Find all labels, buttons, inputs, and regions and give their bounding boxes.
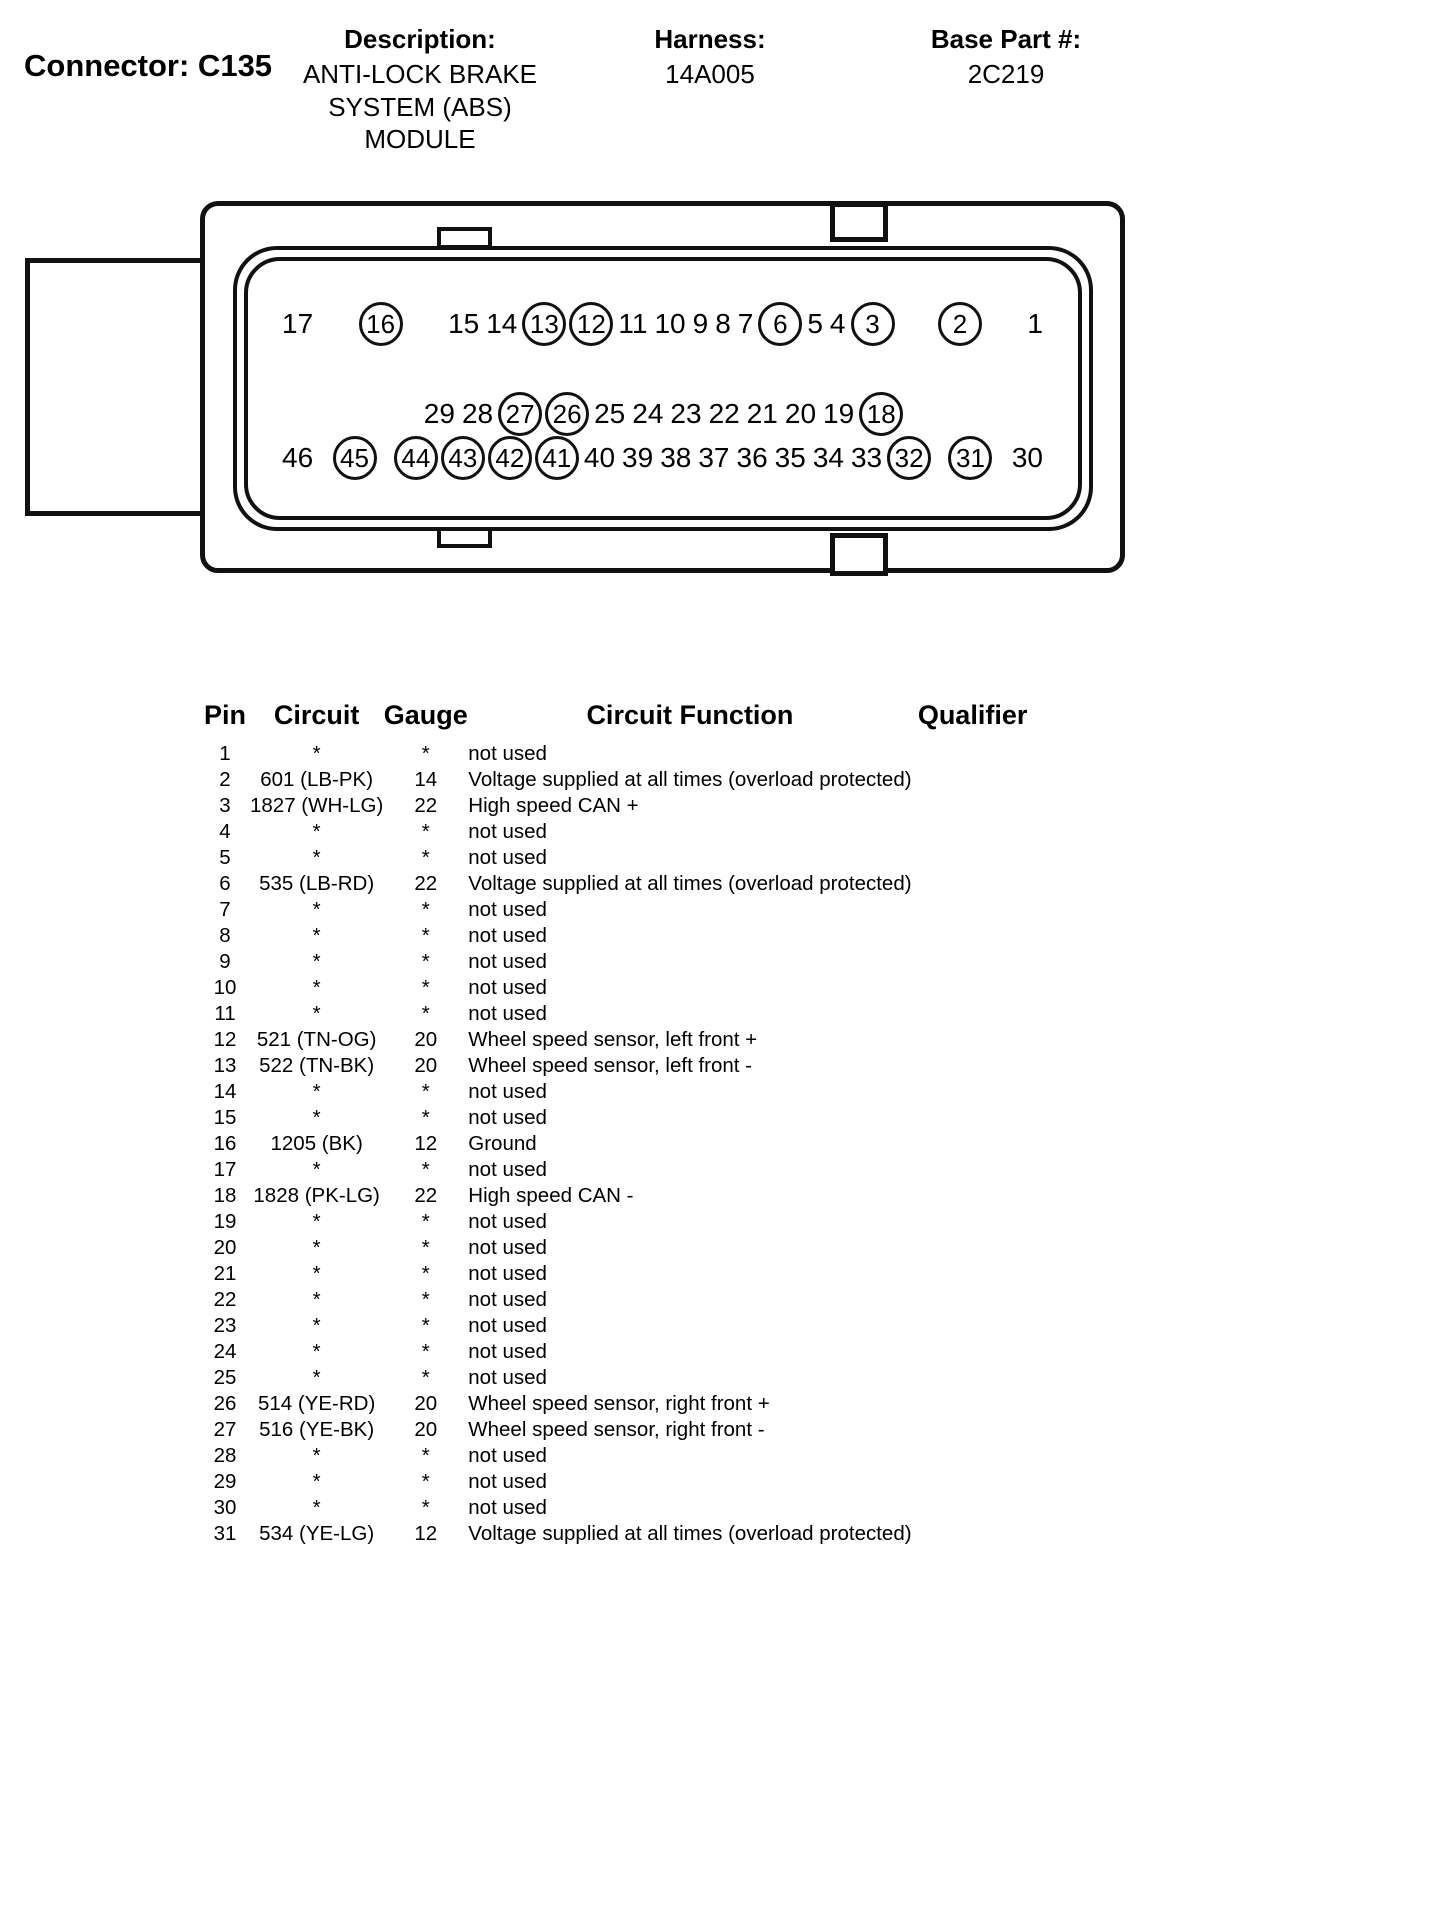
cell-function: Ground [468, 1132, 537, 1155]
cell-circuit: 1205 (BK) [270, 1132, 363, 1155]
cell-gauge: * [421, 1236, 430, 1259]
cell-qualifier [912, 1105, 1034, 1131]
pin-28: 28 [461, 398, 494, 429]
cell-gauge: * [421, 1496, 430, 1519]
cell-pin: 11 [214, 1002, 236, 1025]
cell-gauge: 14 [414, 768, 438, 791]
table-row [200, 1287, 1034, 1313]
cell-gauge: * [421, 1288, 430, 1311]
cell-function: not used [468, 1496, 547, 1519]
col-header-circuit: Circuit [273, 700, 360, 730]
cell-gauge: * [421, 1470, 430, 1493]
cell-circuit: * [312, 846, 321, 869]
table-header-row [200, 700, 1034, 741]
cell-qualifier [912, 1339, 1034, 1365]
cell-qualifier [912, 1209, 1034, 1235]
pin-25: 25 [594, 398, 626, 429]
cell-function: not used [468, 1236, 547, 1259]
cell-circuit: * [312, 924, 321, 947]
cell-circuit: * [312, 1158, 321, 1181]
cell-function: Wheel speed sensor, left front + [468, 1028, 758, 1051]
pin-24: 24 [632, 398, 664, 429]
cell-gauge: 20 [414, 1418, 438, 1441]
cell-function: High speed CAN + [468, 794, 639, 817]
cell-circuit: * [312, 1210, 321, 1233]
pin-4: 4 [829, 308, 846, 339]
pin-11: 11 [618, 308, 648, 339]
cell-function: Voltage supplied at all times (overload protected) [468, 872, 912, 895]
cell-circuit: 521 (TN-OG) [256, 1028, 377, 1051]
pin-group [1010, 444, 1045, 472]
description-value: ANTI-LOCK BRAKE SYSTEM (ABS) MODULE [302, 59, 538, 154]
pin-23: 23 [670, 398, 702, 429]
cell-circuit: * [312, 950, 321, 973]
pin-1: 1 [1027, 308, 1043, 339]
cell-function: Wheel speed sensor, right front - [468, 1418, 765, 1441]
pin-14: 14 [486, 308, 518, 339]
table-row [200, 1001, 1034, 1027]
cell-circuit: * [312, 1340, 321, 1363]
pin-46: 46 [282, 442, 314, 473]
cell-function: not used [468, 1158, 547, 1181]
cell-function: not used [468, 1080, 547, 1103]
cell-qualifier [912, 1157, 1034, 1183]
cell-qualifier [912, 1131, 1034, 1157]
table-row [200, 1261, 1034, 1287]
cell-pin: 12 [213, 1028, 237, 1051]
header [0, 0, 1456, 154]
pin-20: 20 [784, 398, 817, 429]
cell-qualifier [912, 1053, 1034, 1079]
cell-circuit: 535 (LB-RD) [259, 872, 375, 895]
cell-function: Voltage supplied at all times (overload protected) [468, 768, 912, 791]
cell-gauge: 20 [414, 1054, 438, 1077]
cell-gauge: 12 [414, 1132, 438, 1155]
pin-row-bottom [250, 434, 1075, 482]
pin-39: 39 [622, 442, 654, 473]
cell-gauge: * [421, 976, 430, 999]
pin-17: 17 [282, 308, 314, 339]
cell-circuit: * [312, 1002, 321, 1025]
table-row [200, 1053, 1034, 1079]
table-row [200, 1339, 1034, 1365]
pin-21: 21 [746, 398, 778, 429]
cell-pin: 20 [213, 1236, 237, 1259]
pin-group [280, 444, 315, 472]
cell-circuit: 1828 (PK-LG) [253, 1184, 380, 1207]
cell-pin: 19 [213, 1210, 237, 1233]
pin-33: 33 [850, 442, 883, 473]
pin-7: 7 [737, 308, 754, 339]
cell-function: not used [468, 1210, 547, 1233]
pin-35: 35 [774, 442, 806, 473]
pin-43: 43 [441, 436, 485, 480]
pinout-table-body [200, 741, 1034, 1547]
base-part-label: Base Part #: [930, 24, 1082, 54]
connector-bottom-mount-tab [830, 533, 888, 576]
pin-36: 36 [736, 442, 768, 473]
cell-gauge: 22 [414, 872, 438, 895]
pin-8: 8 [715, 308, 731, 339]
pin-13: 13 [522, 302, 566, 346]
cell-function: not used [468, 924, 547, 947]
cell-pin: 6 [219, 872, 231, 895]
cell-qualifier [912, 845, 1034, 871]
pin-10: 10 [654, 308, 686, 339]
pin-2: 2 [938, 302, 982, 346]
cell-qualifier [912, 1235, 1034, 1261]
table-row [200, 767, 1034, 793]
cell-circuit: 516 (YE-BK) [259, 1418, 375, 1441]
cell-function: not used [468, 976, 547, 999]
cell-pin: 14 [213, 1080, 237, 1103]
pin-row-middle [250, 390, 1075, 438]
table-row [200, 1079, 1034, 1105]
cell-gauge: * [421, 846, 430, 869]
cell-pin: 10 [213, 976, 237, 999]
pin-12: 12 [569, 302, 613, 346]
table-row [200, 1131, 1034, 1157]
cell-qualifier [912, 1079, 1034, 1105]
pin-32: 32 [887, 436, 931, 480]
cell-pin: 17 [213, 1158, 237, 1181]
pin-29: 29 [423, 398, 455, 429]
cell-circuit: * [312, 1314, 321, 1337]
pin-31: 31 [948, 436, 992, 480]
table-row [200, 1183, 1034, 1209]
pin-5: 5 [807, 308, 823, 339]
pinout-table-header [200, 700, 1034, 741]
cell-gauge: * [421, 1444, 430, 1467]
cell-gauge: * [421, 898, 430, 921]
pin-16: 16 [359, 302, 403, 346]
cell-circuit: 514 (YE-RD) [257, 1392, 376, 1415]
cell-gauge: * [421, 1262, 430, 1285]
cell-qualifier [912, 793, 1034, 819]
harness-block [610, 24, 810, 91]
cell-gauge: * [421, 742, 430, 765]
base-part-block [896, 24, 1116, 91]
table-row [200, 1235, 1034, 1261]
table-row [200, 1391, 1034, 1417]
cell-circuit: * [312, 1444, 321, 1467]
cell-pin: 22 [213, 1288, 237, 1311]
cell-circuit: * [312, 1262, 321, 1285]
pin-22: 22 [708, 398, 740, 429]
pin-40: 40 [583, 442, 616, 473]
table-row [200, 1521, 1034, 1547]
cell-pin: 13 [213, 1054, 237, 1077]
connector-left-tab [25, 258, 205, 516]
cell-qualifier [912, 923, 1034, 949]
cell-qualifier [912, 1391, 1034, 1417]
table-row [200, 897, 1034, 923]
cell-function: not used [468, 820, 547, 843]
cell-circuit: 522 (TN-BK) [259, 1054, 375, 1077]
cell-pin: 2 [219, 768, 231, 791]
cell-function: not used [468, 1106, 547, 1129]
cell-qualifier [912, 819, 1034, 845]
table-row [200, 741, 1034, 767]
pin-18: 18 [859, 392, 903, 436]
pin-19: 19 [823, 398, 855, 429]
pin-9: 9 [692, 308, 709, 339]
pin-37: 37 [698, 442, 730, 473]
cell-gauge: * [421, 1366, 430, 1389]
col-header-gauge: Gauge [383, 700, 468, 730]
table-row [200, 793, 1034, 819]
col-header-function: Circuit Function [586, 700, 794, 730]
cell-function: not used [468, 950, 547, 973]
pinout-table [200, 700, 1034, 1547]
cell-qualifier [912, 1495, 1034, 1521]
cell-function: Wheel speed sensor, right front + [468, 1392, 770, 1415]
cell-pin: 9 [219, 950, 231, 973]
cell-qualifier [912, 1521, 1034, 1547]
cell-pin: 23 [213, 1314, 237, 1337]
pin-6: 6 [758, 302, 802, 346]
cell-pin: 24 [213, 1340, 237, 1363]
cell-function: not used [468, 1288, 547, 1311]
cell-qualifier [912, 1443, 1034, 1469]
pin-45: 45 [333, 436, 377, 480]
cell-circuit: * [312, 1470, 321, 1493]
connector-diagram [0, 196, 1456, 596]
table-row [200, 975, 1034, 1001]
table-row [200, 1105, 1034, 1131]
cell-qualifier [912, 1417, 1034, 1443]
cell-gauge: * [421, 1158, 430, 1181]
cell-function: Wheel speed sensor, left front - [468, 1054, 753, 1077]
table-row [200, 1027, 1034, 1053]
table-row [200, 949, 1034, 975]
pin-42: 42 [488, 436, 532, 480]
table-row [200, 1495, 1034, 1521]
cell-function: Voltage supplied at all times (overload protected) [468, 1522, 912, 1545]
table-row [200, 871, 1034, 897]
pin-15: 15 [448, 308, 480, 339]
cell-gauge: * [421, 1340, 430, 1363]
pin-3: 3 [851, 302, 895, 346]
cell-qualifier [912, 949, 1034, 975]
table-row [200, 1469, 1034, 1495]
pin-group [333, 436, 377, 480]
cell-pin: 18 [213, 1184, 237, 1207]
cell-pin: 30 [213, 1496, 237, 1519]
cell-pin: 26 [213, 1392, 237, 1415]
pin-group [280, 310, 315, 338]
cell-gauge: * [421, 1210, 430, 1233]
cell-circuit: 1827 (WH-LG) [250, 794, 384, 817]
pin-group [422, 392, 903, 436]
cell-qualifier [912, 1027, 1034, 1053]
cell-pin: 31 [213, 1522, 237, 1545]
pin-group [446, 302, 894, 346]
cell-pin: 16 [213, 1132, 237, 1155]
cell-pin: 4 [219, 820, 231, 843]
description-label: Description: [344, 24, 496, 54]
cell-function: not used [468, 1314, 547, 1337]
col-header-qualifier: Qualifier [917, 700, 1028, 730]
cell-function: not used [468, 1340, 547, 1363]
cell-function: not used [468, 898, 547, 921]
cell-circuit: * [312, 898, 321, 921]
cell-function: not used [468, 1002, 547, 1025]
cell-circuit: * [312, 820, 321, 843]
cell-circuit: 601 (LB-PK) [260, 768, 374, 791]
pin-group [359, 302, 403, 346]
cell-circuit: * [312, 1080, 321, 1103]
cell-pin: 29 [213, 1470, 237, 1493]
pin-row-top [250, 300, 1075, 348]
cell-circuit: * [312, 1236, 321, 1259]
cell-pin: 8 [219, 924, 231, 947]
cell-qualifier [912, 1183, 1034, 1209]
cell-qualifier [912, 1313, 1034, 1339]
cell-function: not used [468, 742, 547, 765]
pin-30: 30 [1011, 442, 1043, 473]
cell-function: not used [468, 1366, 547, 1389]
cell-pin: 25 [213, 1366, 237, 1389]
cell-gauge: * [421, 1314, 430, 1337]
table-row [200, 1313, 1034, 1339]
cell-gauge: * [421, 950, 430, 973]
cell-qualifier [912, 1001, 1034, 1027]
cell-qualifier [912, 871, 1034, 897]
base-part-value: 2C219 [967, 59, 1045, 89]
cell-function: High speed CAN - [468, 1184, 634, 1207]
cell-pin: 21 [213, 1262, 237, 1285]
pin-group [394, 436, 931, 480]
cell-qualifier [912, 1287, 1034, 1313]
table-row [200, 1365, 1034, 1391]
pin-27: 27 [498, 392, 542, 436]
pin-group [948, 436, 992, 480]
cell-pin: 3 [219, 794, 231, 817]
cell-gauge: 22 [414, 794, 438, 817]
pin-group [1025, 310, 1045, 338]
cell-function: not used [468, 1444, 547, 1467]
pin-44: 44 [394, 436, 438, 480]
cell-qualifier [912, 1469, 1034, 1495]
cell-gauge: * [421, 1002, 430, 1025]
table-row [200, 1157, 1034, 1183]
cell-circuit: * [312, 1366, 321, 1389]
cell-qualifier [912, 897, 1034, 923]
table-row [200, 845, 1034, 871]
cell-circuit: * [312, 1288, 321, 1311]
table-row [200, 819, 1034, 845]
cell-circuit: * [312, 976, 321, 999]
cell-gauge: 20 [414, 1028, 438, 1051]
cell-pin: 1 [219, 742, 231, 765]
col-header-pin: Pin [203, 700, 246, 730]
cell-gauge: 12 [414, 1522, 438, 1545]
pin-41: 41 [535, 436, 579, 480]
table-row [200, 923, 1034, 949]
harness-label: Harness: [654, 24, 766, 54]
harness-value: 14A005 [665, 59, 755, 89]
cell-circuit: * [312, 1106, 321, 1129]
table-row [200, 1209, 1034, 1235]
cell-gauge: 22 [414, 1184, 438, 1207]
cell-gauge: * [421, 820, 430, 843]
description-block [286, 24, 554, 156]
pin-38: 38 [660, 442, 692, 473]
connector-top-mount-tab [830, 202, 888, 242]
cell-gauge: * [421, 1106, 430, 1129]
cell-function: not used [468, 846, 547, 869]
cell-qualifier [912, 1261, 1034, 1287]
cell-circuit: * [312, 742, 321, 765]
cell-circuit: 534 (YE-LG) [259, 1522, 375, 1545]
cell-pin: 7 [219, 898, 231, 921]
cell-gauge: * [421, 1080, 430, 1103]
cell-gauge: * [421, 924, 430, 947]
connector-inner-shell [233, 246, 1093, 531]
cell-pin: 5 [219, 846, 231, 869]
cell-function: not used [468, 1262, 547, 1285]
cell-circuit: * [312, 1496, 321, 1519]
cell-qualifier [912, 1365, 1034, 1391]
table-row [200, 1443, 1034, 1469]
table-row [200, 1417, 1034, 1443]
pin-34: 34 [812, 442, 844, 473]
pin-26: 26 [545, 392, 589, 436]
cell-pin: 15 [213, 1106, 237, 1129]
cell-qualifier [912, 741, 1034, 767]
cell-pin: 28 [213, 1444, 237, 1467]
cell-pin: 27 [213, 1418, 237, 1441]
cell-qualifier [912, 767, 1034, 793]
cell-gauge: 20 [414, 1392, 438, 1415]
cell-qualifier [912, 975, 1034, 1001]
cell-function: not used [468, 1470, 547, 1493]
pin-group [938, 302, 982, 346]
connector-title: Connector: C135 [24, 48, 273, 83]
